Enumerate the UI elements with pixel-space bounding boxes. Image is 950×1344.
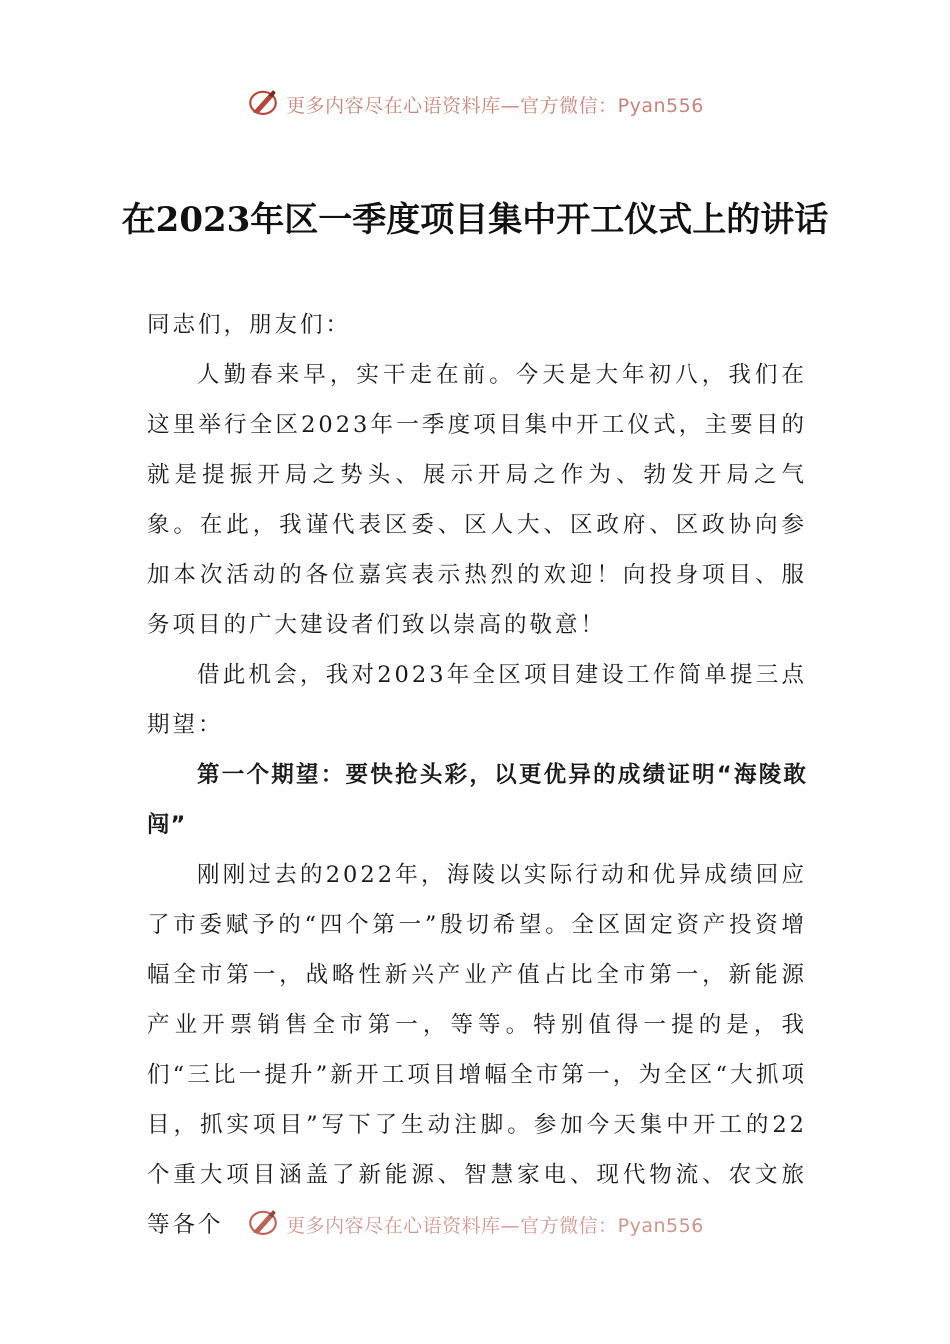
section-heading: 第一个期望：要快抢头彩，以更优异的成绩证明“海陵敢闯” [147,762,807,838]
document-title: 在2023年区一季度项目集中开工仪式上的讲话 [121,200,829,240]
document-body [147,300,807,1250]
watermark-text: 更多内容尽在心语资料库—官方微信：Pyan556 [286,1214,704,1237]
paragraph: 刚刚过去的2022年，海陵以实际行动和优异成绩回应了市委赋予的“四个第一”殷切希望。全区固定资产投资增幅全市第一，战略性新兴产业产值占比全市第一，新能源产业开票销售全市第一，等等。特别值得一提的是，我们“三比一提升”新开工项目增幅全市第一，为全区“大抓项目，抓实项目”写下了生动注脚。参加今天集中开工的22个重大项目涵盖了新能源、智慧家电、现代物流、农文旅等各个 [147,862,807,1238]
paragraph: 借此机会，我对2023年全区项目建设工作简单提三点期望： [147,662,807,738]
pen-nib-icon [246,85,286,124]
paragraph: 人勤春来早，实干走在前。今天是大年初八，我们在这里举行全区2023年一季度项目集中开工仪式，主要目的就是提振开局之势头、展示开局之作为、勃发开局之气象。在此，我谨代表区委、区人大、区政府、区政协向参加本次活动的各位嘉宾表示热烈的欢迎！向投身项目、服务项目的广大建设者们致以崇高的敬意！ [147,362,807,638]
watermark-footer [0,1206,950,1242]
watermark-text: 更多内容尽在心语资料库—官方微信：Pyan556 [286,94,704,117]
watermark-header [0,86,950,122]
pen-nib-icon [246,1205,286,1244]
salutation: 同志们，朋友们： [147,312,352,338]
